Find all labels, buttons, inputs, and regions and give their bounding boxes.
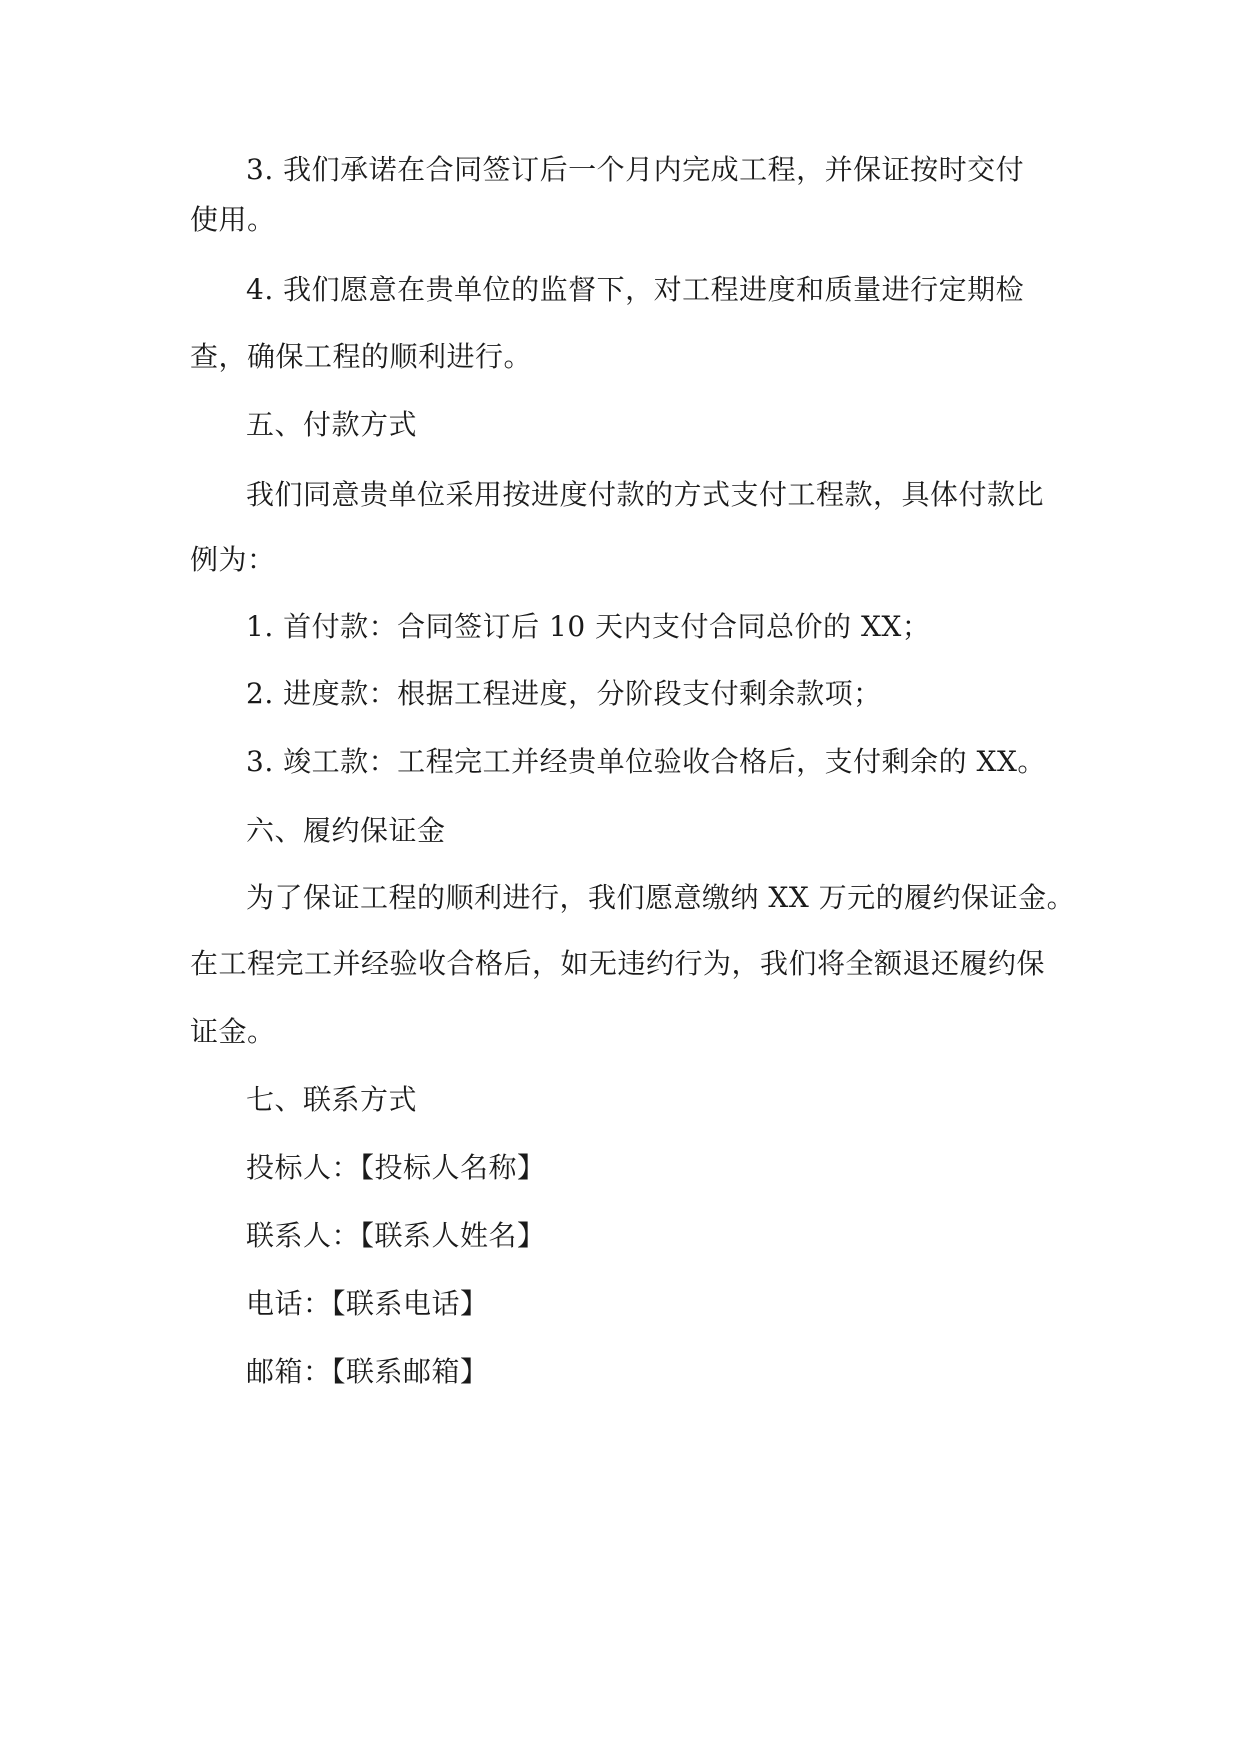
guarantee-line-1: 为了保证工程的顺利进行，我们愿意缴纳 XX 万元的履约保证金。 [246,881,1076,914]
guarantee-line-3: 证金。 [190,1015,276,1048]
payment-intro-line-1: 我们同意贵单位采用按进度付款的方式支付工程款，具体付款比 [246,478,1045,511]
contact-phone: 电话：【联系电话】 [246,1287,489,1320]
payment-item-1: 1. 首付款：合同签订后 10 天内支付合同总价的 XX； [246,610,931,643]
item-3-commitment-line-2: 使用。 [190,203,276,236]
payment-intro-line-2: 例为： [190,543,276,576]
payment-item-2: 2. 进度款：根据工程进度，分阶段支付剩余款项； [246,677,882,710]
item-4-supervision-line-1: 4. 我们愿意在贵单位的监督下，对工程进度和质量进行定期检 [246,273,1025,306]
item-3-commitment-line-1: 3. 我们承诺在合同签订后一个月内完成工程，并保证按时交付 [246,153,1025,186]
item-4-supervision-line-2: 查，确保工程的顺利进行。 [190,340,533,373]
section-6-heading: 六、履约保证金 [246,814,446,847]
contact-person: 联系人：【联系人姓名】 [246,1219,546,1252]
contact-email: 邮箱：【联系邮箱】 [246,1355,489,1388]
section-7-heading: 七、联系方式 [246,1083,418,1116]
section-5-heading: 五、付款方式 [246,408,418,441]
contact-bidder: 投标人：【投标人名称】 [246,1151,546,1184]
guarantee-line-2: 在工程完工并经验收合格后，如无违约行为，我们将全额退还履约保 [190,947,1046,980]
payment-item-3: 3. 竣工款：工程完工并经贵单位验收合格后，支付剩余的 XX。 [246,745,1046,778]
